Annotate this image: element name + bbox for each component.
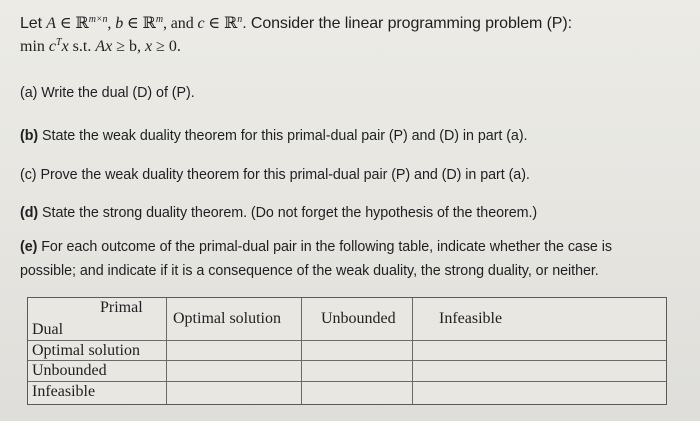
corner-primal-label: Primal — [100, 299, 143, 316]
dim-m: m — [155, 14, 163, 25]
cost-c: c — [48, 38, 56, 55]
row-header-unbounded: Unbounded — [32, 362, 107, 379]
question-e-line-1 — [20, 239, 612, 255]
table-row-divider — [28, 340, 666, 341]
vector-c: c — [197, 15, 205, 32]
comma: , — [107, 15, 116, 32]
table-row-divider — [28, 360, 666, 361]
transpose-T: T — [56, 37, 62, 48]
problem-formulation — [20, 38, 181, 56]
geq-b: ≥ b, — [112, 38, 145, 55]
column-header-optimal: Optimal solution — [173, 310, 281, 327]
min-text: min — [20, 38, 49, 55]
question-e-line-2 — [20, 263, 599, 279]
intro-suffix: . Consider the linear programming problem (P): — [242, 15, 572, 32]
Ax-term: Ax — [95, 38, 113, 55]
question-e-label: (e) — [20, 239, 38, 255]
in-symbol-3: ∈ — [204, 15, 225, 32]
corner-dual-label: Dual — [32, 321, 64, 338]
question-c-label: (c) — [20, 167, 37, 183]
real-set-2: ℝ — [142, 15, 156, 32]
row-header-infeasible: Infeasible — [32, 383, 96, 400]
var-x-2: x — [145, 38, 153, 55]
question-e-text-2: possible; and indicate if it is a consequence of the weak duality, the strong duality, or neither. — [20, 263, 599, 279]
table-row-divider — [28, 381, 666, 382]
question-b — [20, 128, 527, 144]
var-x: x — [61, 38, 69, 55]
intro-prefix: Let — [20, 15, 47, 32]
matrix-A: A — [46, 15, 56, 32]
geq-zero: ≥ 0. — [152, 38, 181, 55]
in-symbol: ∈ — [55, 15, 76, 32]
column-header-unbounded: Unbounded — [321, 310, 396, 327]
real-set: ℝ — [75, 15, 89, 32]
question-c — [20, 167, 530, 183]
in-symbol-2: ∈ — [123, 15, 143, 32]
table-col-divider — [166, 298, 167, 404]
question-b-text: State the weak duality theorem for this primal-dual pair (P) and (D) in part (a). — [38, 128, 528, 144]
question-b-label: (b) — [20, 128, 39, 144]
and-text: , and — [163, 15, 198, 32]
dim-mxn: m×n — [88, 14, 108, 25]
table-col-divider — [301, 298, 302, 404]
problem-intro-line-1 — [20, 13, 572, 33]
dim-n: n — [237, 14, 243, 25]
question-d — [20, 205, 537, 221]
question-e-text-1: For each outcome of the primal-dual pair in the following table, indicate whether the case is — [37, 239, 612, 255]
question-d-label: (d) — [20, 205, 39, 221]
question-a-text: Write the dual (D) of (P). — [37, 85, 195, 101]
row-header-optimal: Optimal solution — [32, 342, 140, 359]
question-d-text: State the strong duality theorem. (Do not forget the hypothesis of the theorem.) — [38, 205, 538, 221]
question-a — [20, 85, 195, 101]
st-text: s.t. — [68, 38, 96, 55]
outcome-table — [27, 297, 667, 405]
question-c-text: Prove the weak duality theorem for this primal-dual pair (P) and (D) in part (a). — [36, 167, 530, 183]
table-col-divider — [412, 298, 413, 404]
real-set-3: ℝ — [224, 15, 238, 32]
vector-b: b — [115, 15, 124, 32]
column-header-infeasible: Infeasible — [439, 310, 503, 327]
question-a-label: (a) — [20, 85, 38, 101]
